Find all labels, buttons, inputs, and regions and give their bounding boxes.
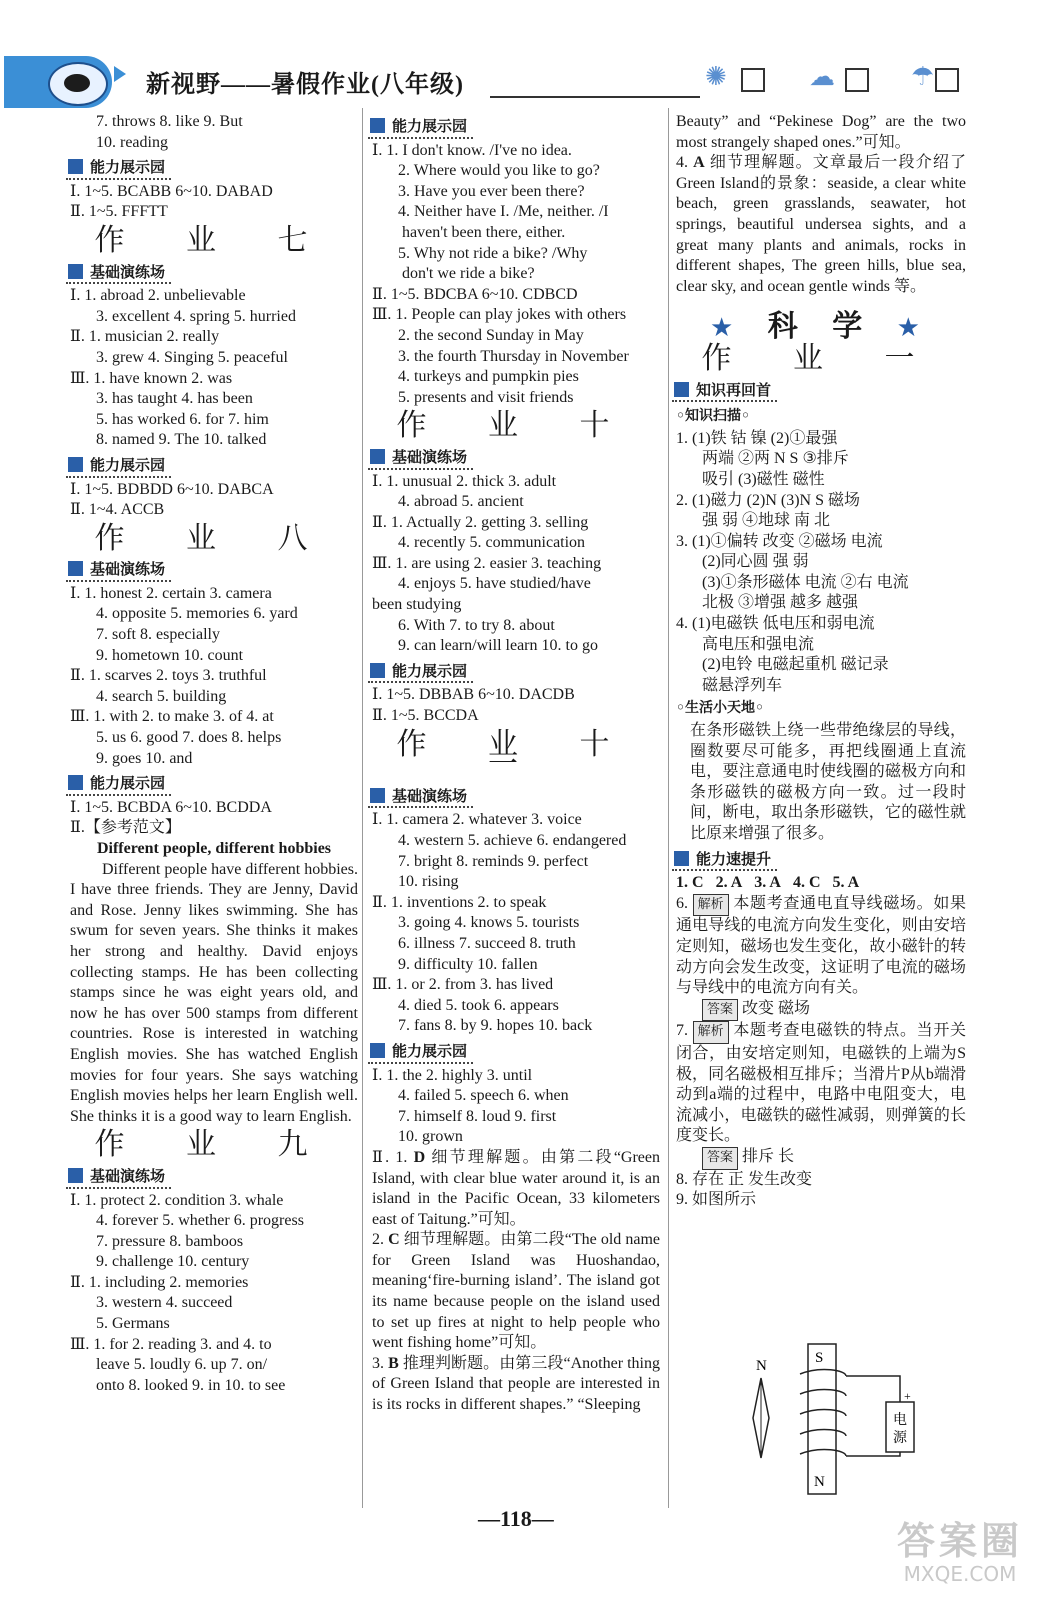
answer-line: 2. (1)磁力 (2)N (3)N S 磁场: [676, 491, 860, 509]
answer-line: Ⅱ. 1~5. FFFTT: [70, 203, 168, 221]
section-heading: 知识再回首: [672, 380, 777, 403]
answer-line: 3. excellent 4. spring 5. hurried: [96, 307, 296, 325]
section-heading: 基础演练场: [66, 1166, 171, 1189]
answer-line: Ⅱ. 1~4. ACCB: [70, 501, 165, 519]
column-divider: [668, 108, 669, 1508]
answer-line: Ⅱ. 1. Actually 2. getting 3. selling: [372, 513, 589, 531]
question-number: 3.: [754, 874, 767, 892]
answer-letter: A: [847, 874, 860, 892]
answer-line: Ⅱ. 1~5. BCCDA: [372, 707, 479, 725]
cloud-icon: ☁: [809, 62, 835, 91]
answer-letter: C: [692, 874, 704, 892]
answer-line: Ⅰ. 1. unusual 2. thick 3. adult: [372, 472, 557, 490]
answer-line: 北极 ③增强 越多 越强: [702, 594, 859, 612]
answer-line: been studying: [372, 596, 462, 614]
answer-line: 7. throws 8. like 9. But: [96, 113, 243, 130]
answer-line: 高电压和强电流: [702, 635, 815, 653]
answer-line: 3. grew 4. Singing 5. peaceful: [96, 348, 288, 366]
answer-line: (3)①条形磁体 电流 ②右 电流: [702, 573, 909, 591]
answer-line: 磁悬浮列车: [702, 676, 783, 694]
answer-line: 3. going 4. knows 5. tourists: [398, 914, 580, 932]
eye-logo-icon: [48, 62, 108, 106]
homework-title: 作 业 八: [94, 520, 334, 556]
answer-tag: 答案: [702, 999, 738, 1022]
answer-line: 7. fans 8. by 9. hopes 10. back: [398, 1017, 593, 1035]
explanation: Beauty” and “Pekinese Dog” are the two most strangely shaped ones.”可知。: [676, 113, 966, 151]
answer-line: Ⅰ. 1~5. BDBDD 6~10. DABCA: [70, 480, 274, 498]
column-2: [372, 112, 660, 1416]
solution-block: [676, 1021, 966, 1147]
answer-line: Ⅰ. 1. I don't know. /I've no idea.: [372, 141, 572, 159]
star-icon: ★: [710, 313, 746, 344]
analysis-tag: 解析: [693, 894, 729, 917]
answer-text: 排斥 长: [742, 1147, 795, 1165]
power-label-char: 源: [893, 1430, 907, 1446]
answer-line: Ⅰ. 1. abroad 2. unbelievable: [70, 287, 246, 305]
section-heading: 能力展示园: [66, 157, 171, 180]
wire-top: [846, 1376, 900, 1402]
column-3: [676, 112, 966, 1211]
explanation: 细节理解题。文章最后一段介绍了Green Island的景象：seaside, a clear white beach, green grasslands, seawater, hot springs, beautiful undersea sights, and a great many plants and animals, rocks in different shapes, The green hills, blue sea, clear sky, and ocean gentle winds 等。: [676, 154, 966, 295]
pole-label-n: N: [814, 1474, 825, 1490]
answer-line: Ⅱ. 1. scarves 2. toys 3. truthful: [70, 667, 267, 685]
answer-line: Ⅱ. 1. musician 2. really: [70, 328, 220, 346]
rain-icon: ☂: [911, 62, 935, 91]
section-heading: 能力展示园: [66, 455, 171, 478]
homework-title: 作 业 七: [94, 222, 334, 258]
star-icon: ★: [896, 313, 932, 344]
section-heading: 基础演练场: [66, 559, 171, 582]
answer-line: Ⅰ. 1~5. BCABB 6~10. DABAD: [70, 182, 273, 200]
answer-line: 2. the second Sunday in May: [398, 326, 584, 344]
answer-line: 6. With 7. to try 8. about: [398, 616, 555, 634]
answer-line: 7. pressure 8. bamboos: [96, 1232, 244, 1250]
page-number: —118—: [478, 1506, 554, 1531]
answer-letter: C: [808, 874, 821, 892]
answer-letter: A: [730, 874, 743, 892]
column-divider: [362, 108, 363, 1508]
answer-row: [676, 999, 966, 1022]
answer-line: 5. has worked 6. for 7. him: [96, 410, 269, 428]
answer-line: 8. 存在 正 发生改变: [676, 1170, 813, 1188]
pole-label-s: S: [815, 1350, 824, 1366]
explanation: 细节理解题。由第二段“Green Island, with clear blue water around it, is an island in the Pacific Ocean, 33 kilometers east of Taitung.”可知。: [372, 1148, 661, 1228]
answer-line: Ⅲ. 1. have known 2. was: [70, 369, 233, 387]
essay-body: Different people have different hobbies. I have three friends. They are Jenny, David and Rose. Jenny likes swimming. She has swum for seven years. She thinks it makes her strong and healthy. David enjoys collecting stamps. He has been collecting stamps since he was eight years old, and now he has over 500 stamps from different countries. Rose is interested in watching English movies. She has watched English movies for four years. She says watching English movies helps her learn English well. She thinks it is a good way to learn English.: [70, 860, 358, 1125]
sun-icon: ✺: [705, 62, 727, 91]
answer-line: 强 弱 ④地球 南 北: [702, 512, 831, 530]
watermark-url: MXQE.COM: [903, 1562, 1017, 1586]
answer-line: 3. Have you ever been there?: [398, 182, 585, 200]
answer-line: 3. the fourth Thursday in November: [398, 347, 629, 365]
answer-line: 4. (1)电磁铁 低电压和弱电流: [676, 615, 875, 633]
question-number: 1.: [676, 874, 688, 892]
answer-line: (2)电铃 电磁起重机 磁记录: [702, 656, 889, 674]
answer-line: 4. enjoys 5. have studied/have: [398, 575, 591, 593]
subject-heading: [676, 309, 966, 345]
answer-line: 4. recently 5. communication: [398, 534, 586, 552]
answer-tag: 答案: [702, 1147, 738, 1170]
section-heading: 能力展示园: [368, 661, 473, 684]
solution-block: [676, 894, 966, 999]
answer-line: 吸引 (3)磁性 磁性: [702, 470, 825, 488]
power-label-char: 电: [893, 1412, 907, 1428]
arrow-icon: [114, 66, 126, 82]
answer-line: Ⅲ. 1. for 2. reading 3. and 4. to: [70, 1335, 272, 1353]
answer-letter: A: [693, 154, 705, 172]
essay-title: Different people, different hobbies: [96, 840, 332, 857]
answer-line: 4. turkeys and pumpkin pies: [398, 368, 579, 386]
answer-line: 8. named 9. The 10. talked: [96, 431, 267, 449]
question-number: 3.: [372, 1354, 384, 1372]
life-paragraph: 在条形磁铁上绕一些带绝缘层的导线，圈数要尽可能多，再把线圈通上直流电，要注意通电时使线圈的磁极方向和条形磁铁的磁极方向一致。过一段时间，断电，取出条形磁铁，它的磁性就比原来增强了很多。: [690, 722, 966, 842]
watermark: [880, 1520, 1040, 1590]
answer-line: 7. himself 8. loud 9. first: [398, 1107, 557, 1125]
section-heading: 基础演练场: [368, 447, 473, 470]
answer-line: 9. difficulty 10. fallen: [398, 955, 538, 973]
explanation: 本题考查电磁铁的特点。当开关闭合，由安培定则知，电磁铁的上端为S极，同名磁极相互排斥；当滑片P从b端滑动到a端的过程中，电路中电阻变大，电流减小，电磁铁的磁性减弱，则弹簧的长度变长。: [676, 1022, 966, 1145]
explanation: 本题考查通电直导线磁场。如果通电导线的电流方向发生变化，则由安培定则知，磁场也发生变化，故小磁针的转动方向会发生改变，这证明了电流的磁场与导线中的电流方向有关。: [676, 894, 966, 997]
column-1: [70, 112, 358, 1396]
answer-line: Ⅲ. 1. People can play jokes with others: [372, 306, 627, 324]
answer-line: 4. abroad 5. ancient: [398, 493, 524, 511]
answer-line: don't we ride a bike?: [402, 265, 535, 283]
answer-line: 5. Germans: [96, 1315, 170, 1333]
answer-line: onto 8. looked 9. in 10. to see: [96, 1376, 286, 1394]
plus-sign: +: [904, 1389, 911, 1403]
question-number: 2.: [372, 1231, 384, 1249]
answer-line: Ⅱ. 1. inventions 2. to speak: [372, 893, 547, 911]
answer-line: 3. western 4. succeed: [96, 1294, 233, 1312]
explanation: 推理判断题。由第三段“Another thing of Green Island that people are interested in is its rocks in different shapes.” “Sleeping: [372, 1354, 661, 1414]
answer-line: Ⅲ. 1. with 2. to make 3. of 4. at: [70, 708, 274, 726]
subsection-heading: ◦知识扫描◦: [676, 408, 750, 425]
check-box[interactable]: [741, 68, 765, 92]
answer-line: 5. us 6. good 7. does 8. helps: [96, 729, 282, 747]
answer-line: 9. can learn/will learn 10. to go: [398, 637, 598, 655]
reading-answer: [372, 1354, 660, 1416]
answer-letter: C: [388, 1231, 400, 1249]
section-heading: 能力展示园: [368, 1041, 473, 1064]
watermark-logo: 答案圈: [896, 1519, 1023, 1563]
answer-line: Ⅰ. 1. camera 2. whatever 3. voice: [372, 811, 582, 829]
question-number: 6.: [676, 894, 688, 912]
analysis-tag: 解析: [693, 1021, 729, 1044]
reading-answer: [372, 1230, 660, 1354]
choice-answers: [676, 873, 966, 894]
answer-line: haven't been there, either.: [402, 223, 566, 241]
question-number: 7.: [676, 1022, 688, 1040]
section-heading: 基础演练场: [66, 262, 171, 285]
page-header: [0, 0, 1049, 108]
answer-line: 1. (1)铁 钴 镍 (2)①最强: [676, 429, 838, 447]
answer-line: 7. bright 8. reminds 9. perfect: [398, 852, 589, 870]
answer-line: 4. Neither have I. /Me, neither. /I: [398, 203, 609, 221]
homework-title: 作 业 十 一: [396, 726, 636, 783]
answer-line: 10. grown: [398, 1128, 463, 1146]
compass-north-label: N: [756, 1358, 767, 1374]
answer-line: Ⅲ. 1. are using 2. easier 3. teaching: [372, 554, 602, 572]
section-heading: 能力展示园: [368, 116, 473, 139]
answer-line: 9. challenge 10. century: [96, 1253, 250, 1271]
answer-line: Ⅰ. 1~5. BCBDA 6~10. BCDDA: [70, 798, 272, 816]
homework-title: 作 业 十: [396, 408, 636, 444]
homework-title: 作 业 一: [701, 340, 941, 376]
question-number: 4.: [792, 874, 805, 892]
section-heading: 基础演练场: [368, 786, 473, 809]
answer-line: 9. hometown 10. count: [96, 646, 244, 664]
answer-line: (2)同心圆 强 弱: [702, 553, 809, 571]
answer-letter: D: [413, 1148, 426, 1166]
answer-line: leave 5. loudly 6. up 7. on/: [96, 1356, 268, 1374]
answer-line: 3. has taught 4. has been: [96, 390, 253, 408]
homework-title: 作 业 九: [94, 1127, 334, 1163]
answer-line: 3. (1)①偏转 改变 ②磁场 电流: [676, 532, 883, 550]
answer-line: Ⅲ. 1. or 2. from 3. has lived: [372, 976, 554, 994]
explanation: 细节理解题。由第二段“The old name for Green Island was Huoshandao, meaning‘fire-burning island’. The island got its name because people on the island used to set up fires at night to help people who went fishing home”可知。: [372, 1231, 661, 1352]
answer-line: 两端 ②两 N S ③排斥: [702, 450, 849, 468]
answer-line: 9. 如图所示: [676, 1191, 757, 1209]
answer-text: 改变 磁场: [742, 999, 811, 1017]
answer-line: 5. presents and visit friends: [398, 388, 574, 406]
answer-line: 7. soft 8. especially: [96, 626, 220, 644]
iron-core: [808, 1344, 836, 1494]
answer-line: Ⅰ. 1~5. DBBAB 6~10. DACDB: [372, 686, 575, 704]
answer-line: 4. western 5. achieve 6. endangered: [398, 832, 627, 849]
answer-letter: B: [388, 1354, 399, 1372]
answer-row: [676, 1147, 966, 1170]
answer-line: Ⅰ. 1. honest 2. certain 3. camera: [70, 584, 272, 602]
answer-line: 4. opposite 5. memories 6. yard: [96, 605, 298, 623]
header-rule: [490, 96, 700, 98]
check-box[interactable]: [845, 68, 869, 92]
answer-line: 10. rising: [398, 873, 459, 891]
answer-line: Ⅰ. 1. the 2. highly 3. until: [372, 1066, 533, 1084]
answer-line: 2. Where would you like to go?: [398, 162, 600, 180]
subject-title: 科 学: [767, 309, 875, 345]
answer-line: 9. goes 10. and: [96, 749, 193, 767]
answer-line: Ⅱ. 1. including 2. memories: [70, 1273, 249, 1291]
header-title: 新视野——暑假作业(八年级): [146, 72, 464, 98]
subsection-heading: ◦生活小天地◦: [676, 700, 764, 717]
answer-line: Ⅱ. 1~5. BDCBA 6~10. CDBCD: [372, 285, 578, 303]
reading-answer: [676, 153, 966, 297]
weather-checkboxes: [705, 62, 1035, 98]
check-box[interactable]: [935, 68, 959, 92]
answer-line: 4. search 5. building: [96, 687, 227, 705]
answer-line: Ⅰ. 1. protect 2. condition 3. whale: [70, 1191, 284, 1209]
electromagnet-figure: [750, 1340, 930, 1500]
answer-letter: A: [769, 874, 781, 892]
section-heading: 能力速提升: [672, 849, 777, 872]
reading-answer: [372, 1148, 660, 1230]
answer-line: 5. Why not ride a bike? /Why: [398, 244, 588, 262]
answer-line: 4. died 5. took 6. appears: [398, 996, 559, 1014]
answer-line: Ⅱ.【参考范文】: [70, 819, 181, 837]
question-number: 5.: [832, 874, 845, 892]
question-number: 2.: [715, 874, 728, 892]
logo: [4, 56, 112, 108]
question-number: 4.: [676, 154, 688, 172]
answer-line: 4. forever 5. whether 6. progress: [96, 1212, 304, 1230]
answer-line: 6. illness 7. succeed 8. truth: [398, 934, 576, 952]
section-heading: 能力展示园: [66, 773, 171, 796]
answer-line: 4. failed 5. speech 6. when: [398, 1087, 569, 1105]
question-number: Ⅱ. 1.: [372, 1148, 408, 1166]
answer-line: 10. reading: [96, 133, 168, 151]
